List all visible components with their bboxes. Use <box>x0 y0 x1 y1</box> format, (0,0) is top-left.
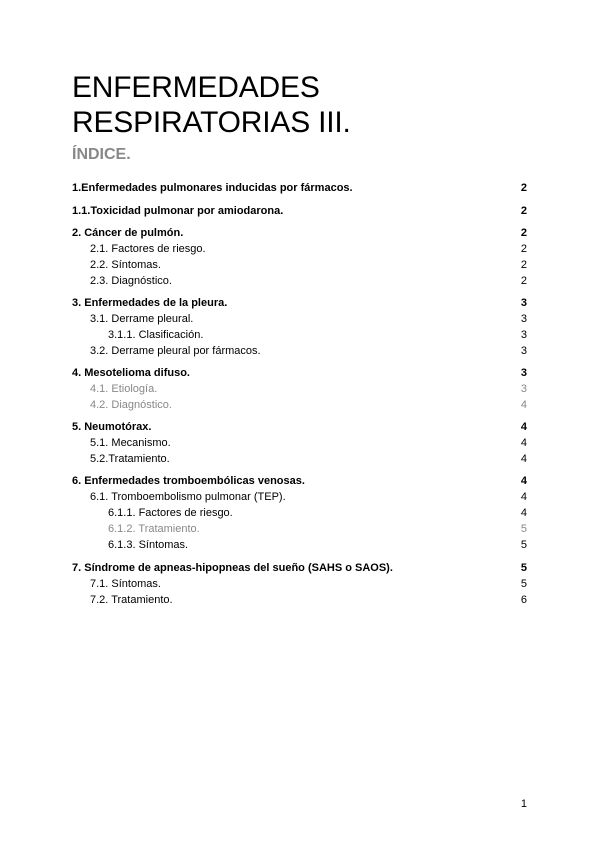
toc-entry-5-2[interactable] <box>0 452 600 466</box>
toc-entry-6-1-1[interactable] <box>0 506 600 520</box>
toc-entry-page: 2 <box>520 275 527 287</box>
toc-entry-page: 4 <box>520 453 527 465</box>
toc-entry-label: 2.2. Síntomas. <box>90 259 161 271</box>
toc-entry-label: 5.1. Mecanismo. <box>90 437 171 449</box>
toc-entry-3[interactable] <box>0 296 600 310</box>
toc-entry-label: 2.1. Factores de riesgo. <box>90 243 206 255</box>
toc-entry-label: 3.1.1. Clasificación. <box>108 329 204 341</box>
toc-entry-3-1[interactable] <box>0 312 600 326</box>
toc-entry-2-1[interactable] <box>0 242 600 256</box>
toc-entry-7-1[interactable] <box>0 577 600 591</box>
toc-entry-label: 4. Mesotelioma difuso. <box>72 367 190 379</box>
toc-entry-label: 6.1.1. Factores de riesgo. <box>108 507 233 519</box>
toc-entry-page: 5 <box>520 539 527 551</box>
toc-entry-label: 1.Enfermedades pulmonares inducidas por fármacos. <box>72 182 353 194</box>
toc-entry-label: 3.2. Derrame pleural por fármacos. <box>90 345 261 357</box>
toc-entry-label: 5.2.Tratamiento. <box>90 453 170 465</box>
toc-entry-page: 2 <box>520 182 527 194</box>
toc-entry-7[interactable] <box>0 561 600 575</box>
toc-entry-label: 4.2. Diagnóstico. <box>90 399 172 411</box>
toc-entry-6-1-2[interactable] <box>0 522 600 536</box>
toc-entry-5-1[interactable] <box>0 436 600 450</box>
toc-entry-label: 6.1.3. Síntomas. <box>108 539 189 551</box>
document-title: ENFERMEDADES RESPIRATORIAS III. <box>72 71 351 139</box>
toc-entry-page: 2 <box>520 205 527 217</box>
toc-entry-page: 5 <box>520 523 527 535</box>
toc-heading: ÍNDICE. <box>72 146 131 163</box>
toc-entry-3-1-1[interactable] <box>0 328 600 342</box>
toc-entry-label: 2.3. Diagnóstico. <box>90 275 172 287</box>
toc-entry-page: 3 <box>520 329 527 341</box>
toc-entry-page: 3 <box>520 383 527 395</box>
toc-entry-page: 4 <box>520 491 527 503</box>
toc-entry-page: 4 <box>520 507 527 519</box>
toc-entry-page: 6 <box>520 594 527 606</box>
toc-entry-6[interactable] <box>0 474 600 488</box>
toc-entry-label: 6.1.2. Tratamiento. <box>108 523 200 535</box>
toc-entry-6-1[interactable] <box>0 490 600 504</box>
toc-entry-label: 4.1. Etiología. <box>90 383 158 395</box>
toc-entry-label: 5. Neumotórax. <box>72 421 152 433</box>
toc-entry-page: 4 <box>520 437 527 449</box>
toc-entry-page: 2 <box>520 227 527 239</box>
toc-entry-1-1[interactable] <box>0 204 600 218</box>
toc-entry-label: 7. Síndrome de apneas-hipopneas del sueño (SAHS o SAOS). <box>72 562 393 574</box>
toc-entry-label: 6.1. Tromboembolismo pulmonar (TEP). <box>90 491 286 503</box>
toc-entry-page: 4 <box>520 421 527 433</box>
toc-entry-2[interactable] <box>0 226 600 240</box>
toc-entry-page: 3 <box>520 313 527 325</box>
toc-entry-6-1-3[interactable] <box>0 538 600 552</box>
toc-entry-label: 2. Cáncer de pulmón. <box>72 227 184 239</box>
toc-entry-5[interactable] <box>0 420 600 434</box>
toc-entry-page: 5 <box>520 562 527 574</box>
toc-entry-label: 1.1.Toxicidad pulmonar por amiodarona. <box>72 205 284 217</box>
toc-entry-4-1[interactable] <box>0 382 600 396</box>
toc-entry-page: 3 <box>520 345 527 357</box>
toc-entry-page: 2 <box>520 243 527 255</box>
toc-entry-label: 3. Enfermedades de la pleura. <box>72 297 228 309</box>
toc-entry-label: 7.1. Síntomas. <box>90 578 161 590</box>
toc-entry-2-3[interactable] <box>0 274 600 288</box>
toc-entry-label: 3.1. Derrame pleural. <box>90 313 194 325</box>
page-number: 1 <box>520 798 527 810</box>
toc-entry-page: 3 <box>520 297 527 309</box>
toc-entry-page: 3 <box>520 367 527 379</box>
toc-entry-label: 7.2. Tratamiento. <box>90 594 173 606</box>
toc-entry-label: 6. Enfermedades tromboembólicas venosas. <box>72 475 305 487</box>
toc-entry-page: 4 <box>520 399 527 411</box>
toc-entry-2-2[interactable] <box>0 258 600 272</box>
toc-entry-page: 5 <box>520 578 527 590</box>
toc-entry-1[interactable] <box>0 181 600 195</box>
toc-entry-7-2[interactable] <box>0 593 600 607</box>
toc-entry-page: 2 <box>520 259 527 271</box>
toc-entry-4-2[interactable] <box>0 398 600 412</box>
toc-entry-3-2[interactable] <box>0 344 600 358</box>
toc-entry-4[interactable] <box>0 366 600 380</box>
toc-entry-page: 4 <box>520 475 527 487</box>
